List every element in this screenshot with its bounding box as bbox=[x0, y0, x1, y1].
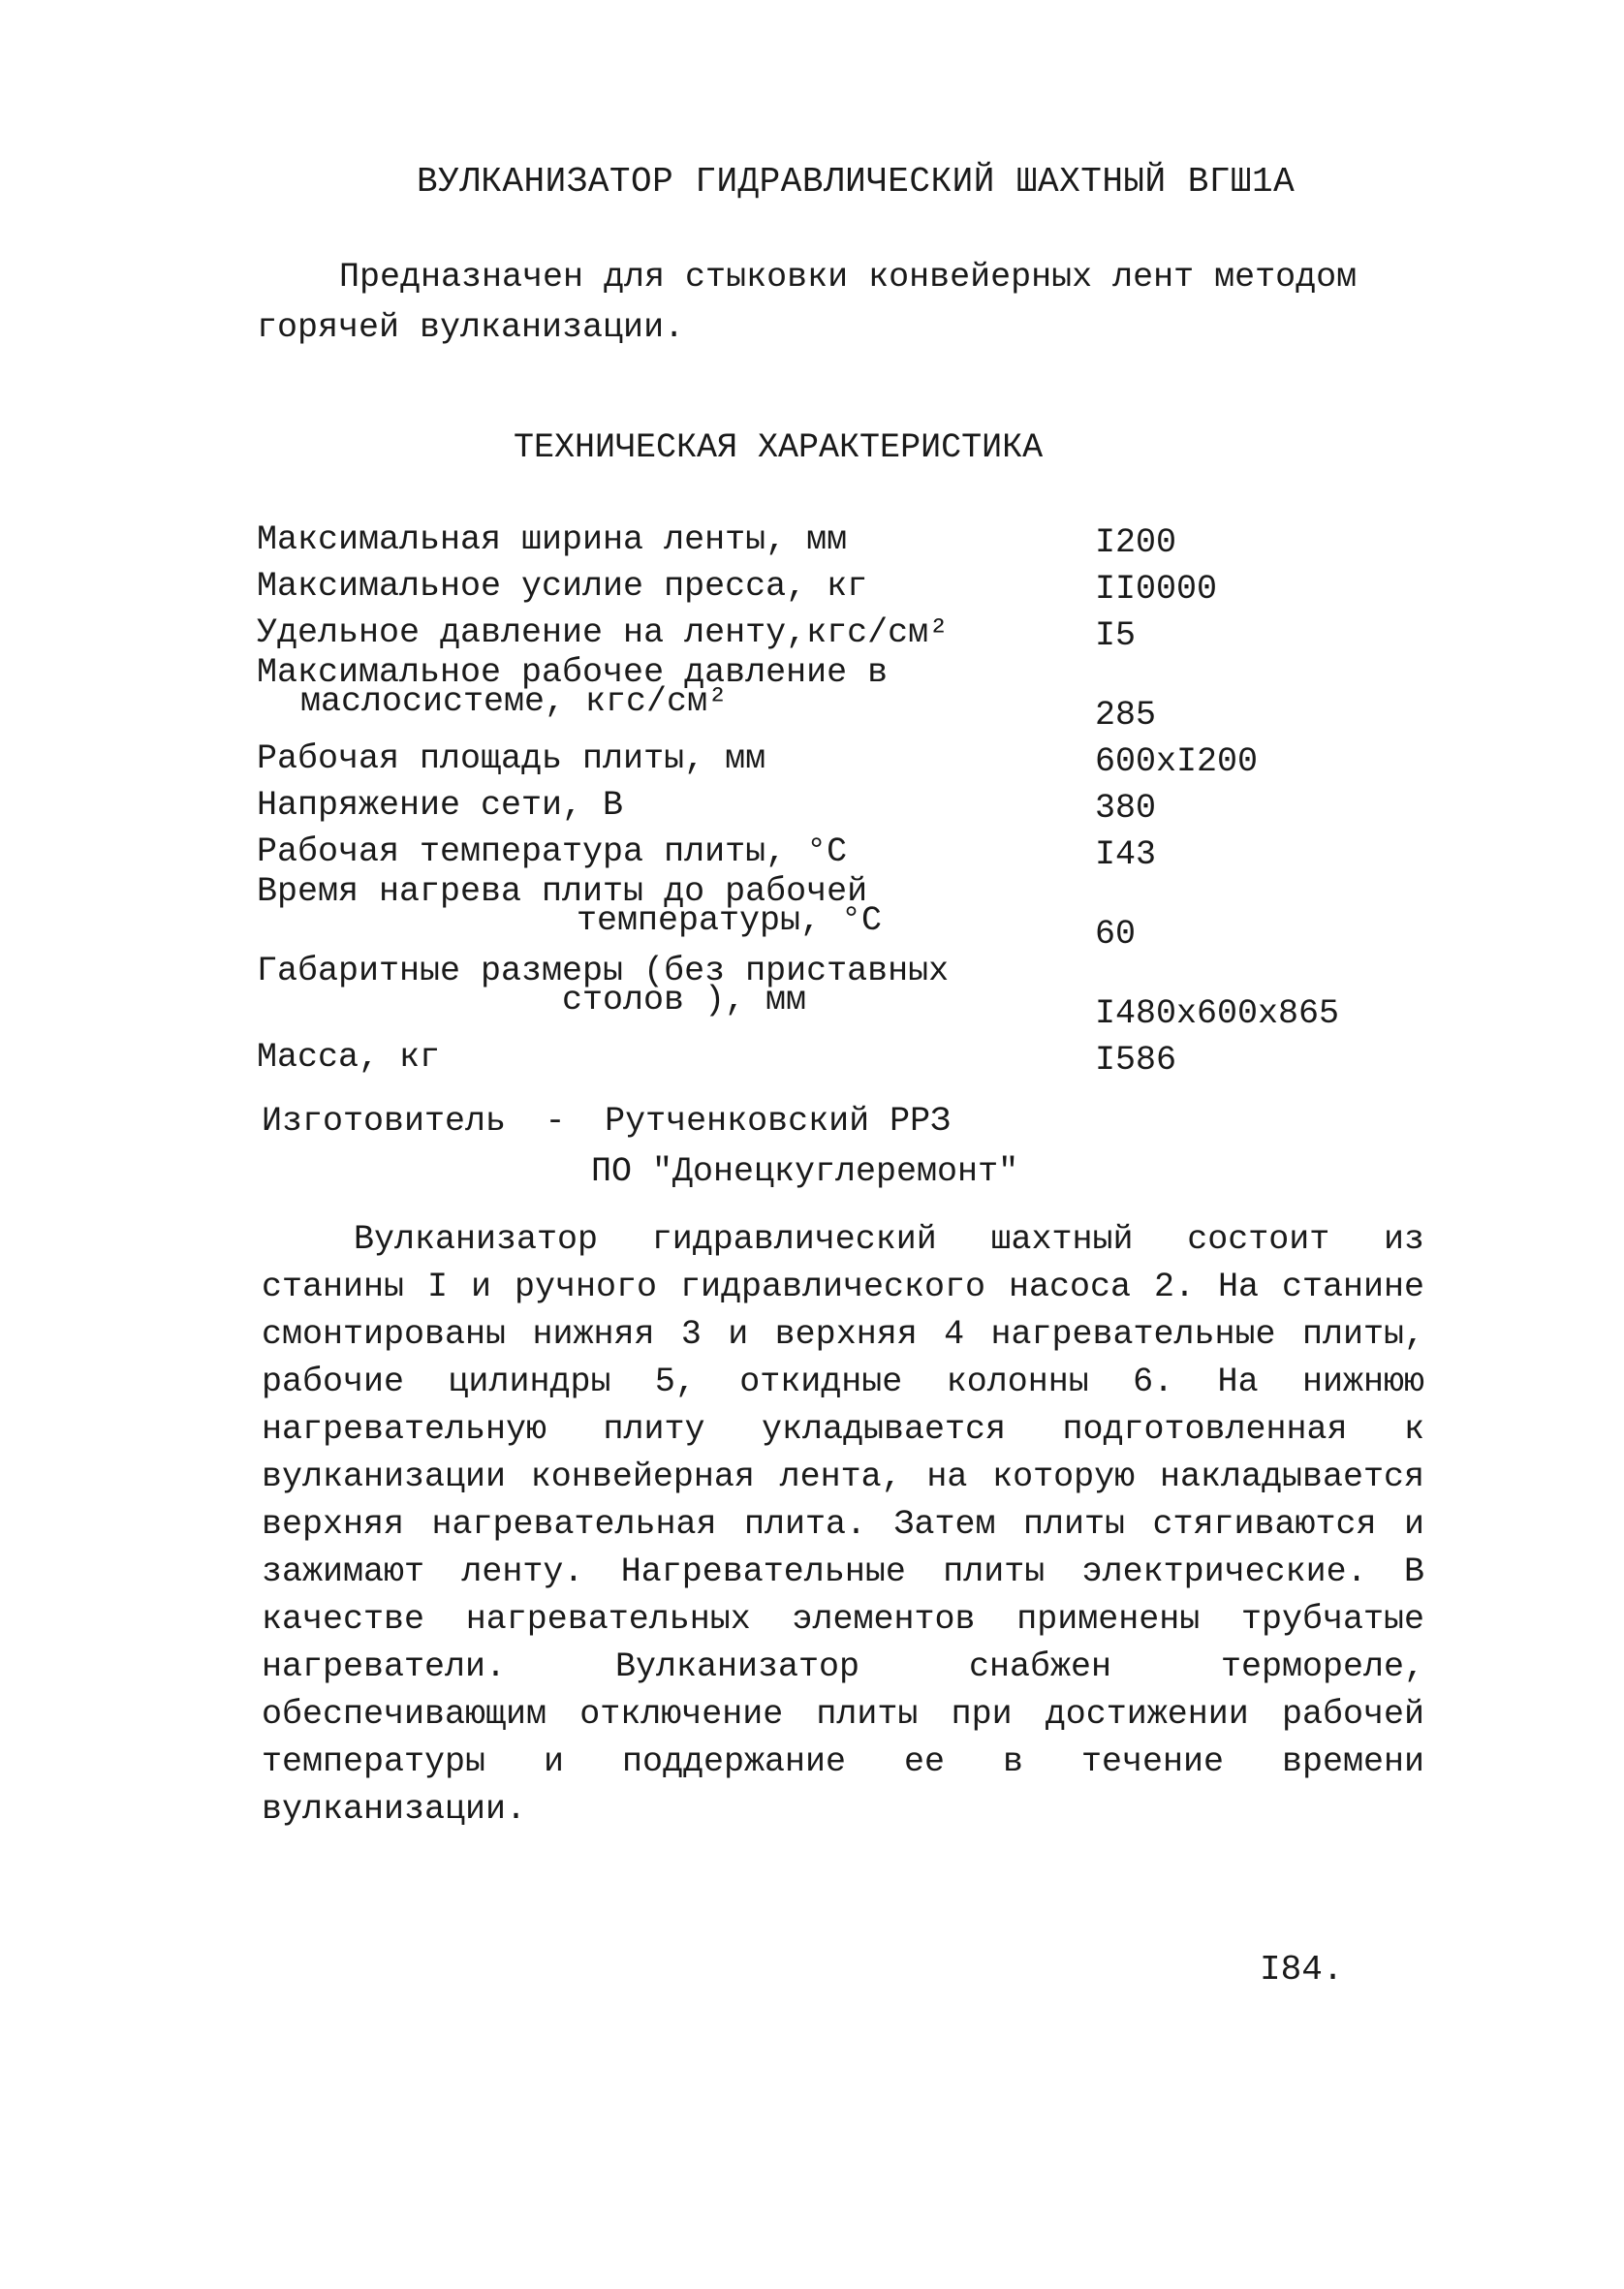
description-paragraph bbox=[262, 1216, 1424, 1834]
spec-value: 380 bbox=[1095, 788, 1157, 828]
spec-label bbox=[257, 952, 1090, 1019]
description-text: Вулканизатор гидравлический шахтный состоит из станины I и ручного гидравлического насоса 2. На станине смонтированы нижняя 3 и верхняя 4 нагревательные плиты, рабочие цилиндры 5, откидные колонны 6. На нижнюю нагревательную плиту укладывается подготовленная к вулканизации конвейерная лента, на которую накладывается верхняя нагревательная плита. Затем плиты стягиваются и зажимают ленту. Нагревательные плиты электрические. В качестве нагревательных элементов применены трубчатые нагреватели. Вулканизатор снабжен термореле, обеспечивающим отключение плиты при достижении рабочей температуры и поддержание ее в течение времени вулканизации. bbox=[262, 1220, 1424, 1829]
spec-label-line: температуры, °С bbox=[577, 901, 883, 940]
spec-label: Удельное давление на ленту,кгс/см² bbox=[257, 613, 950, 652]
spec-label: Рабочая температура плиты, °С bbox=[257, 832, 848, 871]
spec-label: Максимальная ширина ленты, мм bbox=[257, 520, 848, 559]
spec-row bbox=[257, 565, 1371, 611]
spec-row bbox=[257, 952, 1371, 1036]
spec-row bbox=[257, 653, 1371, 737]
spec-label-line: Время нагрева плиты до рабочей bbox=[257, 872, 868, 911]
spec-row bbox=[257, 737, 1371, 784]
spec-value: 60 bbox=[1095, 914, 1137, 954]
spec-label: Рабочая площадь плиты, мм bbox=[257, 739, 766, 778]
manufacturer-block bbox=[262, 1100, 1376, 1194]
spec-label-line: Габаритные размеры (без приставных bbox=[257, 952, 950, 990]
spec-label: Максимальное усилие пресса, кг bbox=[257, 567, 868, 606]
spec-row bbox=[257, 831, 1371, 877]
spec-value: 600xI200 bbox=[1095, 741, 1259, 781]
spec-row bbox=[257, 611, 1371, 658]
spec-row bbox=[257, 518, 1371, 565]
spec-label-line: маслосистеме, кгс/см² bbox=[300, 682, 729, 721]
page-number: I84. bbox=[1260, 1950, 1344, 1990]
spec-label-line: Максимальное рабочее давление в bbox=[257, 653, 889, 692]
spec-value: I200 bbox=[1095, 522, 1177, 562]
spec-label: Напряжение сети, В bbox=[257, 786, 624, 825]
spec-label bbox=[257, 872, 1090, 940]
manufacturer-dash: - bbox=[545, 1102, 566, 1141]
spec-value: 285 bbox=[1095, 695, 1157, 735]
spec-label bbox=[257, 653, 1090, 721]
page-title: ВУЛКАНИЗАТОР ГИДРАВЛИЧЕСКИЙ ШАХТНЫЙ ВГШ1А bbox=[417, 162, 1296, 202]
spec-value: I43 bbox=[1095, 834, 1157, 874]
spec-row bbox=[257, 1036, 1371, 1082]
purpose-text: Предназначен для стыковки конвейерных лент методом горячей вулканизации. bbox=[257, 258, 1358, 347]
manufacturer-org: ПО "Донецкуглеремонт" bbox=[591, 1151, 1019, 1191]
spec-value: I586 bbox=[1095, 1040, 1177, 1080]
spec-table bbox=[257, 518, 1371, 1082]
manufacturer-line bbox=[262, 1100, 1376, 1144]
purpose-paragraph bbox=[257, 252, 1371, 353]
spec-value: I480x600x865 bbox=[1095, 993, 1340, 1033]
manufacturer-name: Рутченковский РРЗ bbox=[605, 1102, 952, 1141]
spec-label: Масса, кг bbox=[257, 1038, 441, 1077]
manufacturer-label: Изготовитель bbox=[262, 1102, 507, 1141]
section-title: ТЕХНИЧЕСКАЯ ХАРАКТЕРИСТИКА bbox=[514, 428, 1044, 467]
spec-label-line: столов ), мм bbox=[562, 981, 807, 1019]
spec-value: II0000 bbox=[1095, 569, 1218, 609]
spec-row bbox=[257, 872, 1371, 956]
spec-row bbox=[257, 784, 1371, 831]
spec-value: I5 bbox=[1095, 615, 1137, 655]
